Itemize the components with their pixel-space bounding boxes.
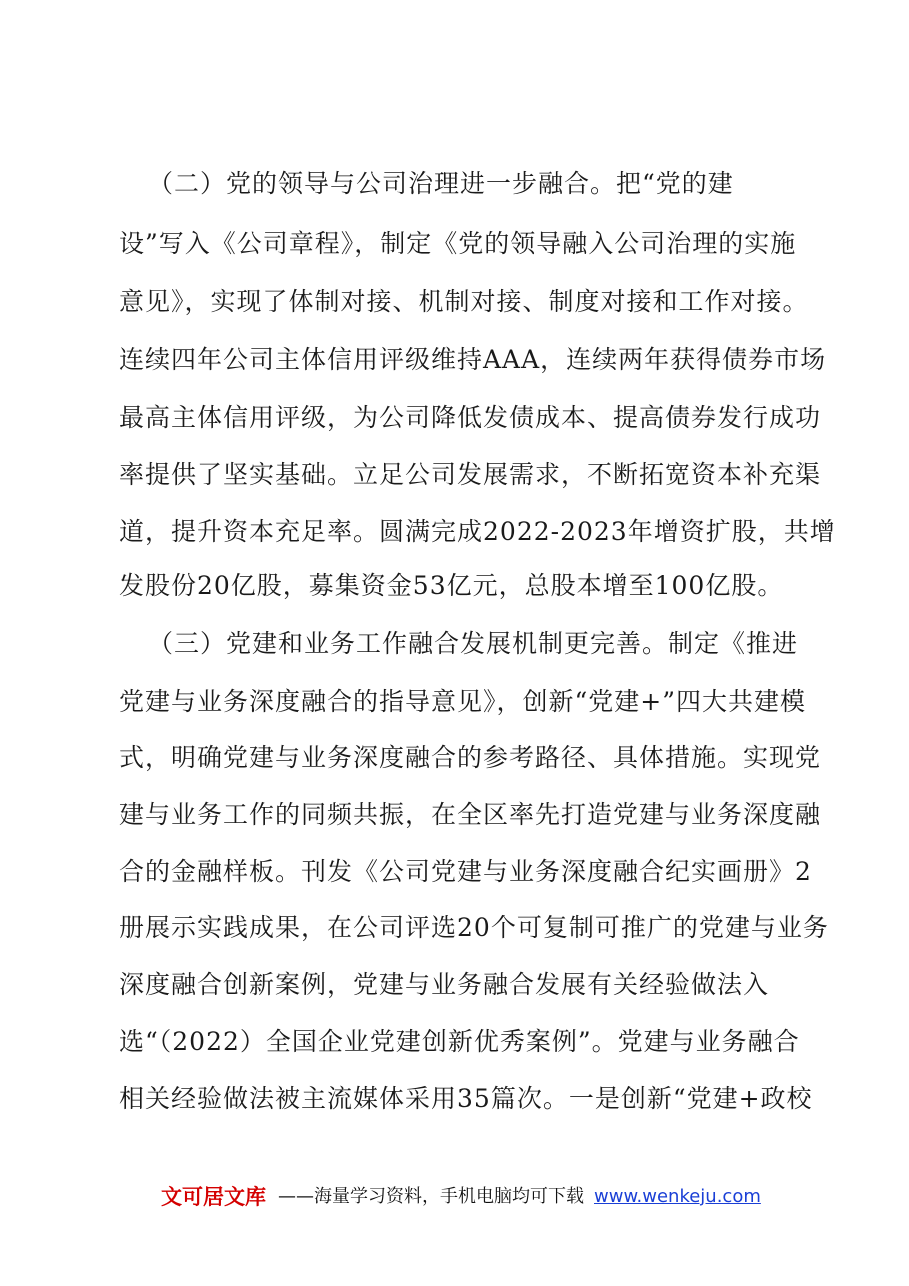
text-line: 深度融合创新案例，党建与业务融合发展有关经验做法入 — [119, 970, 770, 999]
text-line: 建与业务工作的同频共振，在全区率先打造党建与业务深度融 — [119, 800, 822, 829]
text-line: 式，明确党建与业务深度融合的参考路径、具体措施。实现党 — [119, 743, 822, 772]
text-line: 发股份20亿股，募集资金53亿元，总股本增至100亿股。 — [119, 571, 784, 600]
text-line: 相关经验做法被主流媒体采用35篇次。一是创新“党建+政校 — [119, 1084, 813, 1113]
footer-slogan: ——海量学习资料，手机电脑均可下载 — [278, 1186, 584, 1207]
text-line: 意见》，实现了体制对接、机制对接、制度对接和工作对接。 — [119, 287, 809, 316]
text-line: 党建与业务深度融合的指导意见》，创新“党建+”四大共建模 — [119, 687, 807, 716]
text-line: 连续四年公司主体信用评级维持AAA，连续两年获得债券市场 — [119, 345, 827, 374]
text-line: （二）党的领导与公司治理进一步融合。把“党的建 — [148, 169, 734, 198]
text-line: 道，提升资本充足率。圆满完成2022-2023年增资扩股，共增 — [119, 517, 836, 546]
brand-name: 文可居文库 — [161, 1185, 266, 1209]
text-line: （三）党建和业务工作融合发展机制更完善。制定《推进 — [148, 629, 799, 658]
text-line: 合的金融样板。刊发《公司党建与业务深度融合纪实画册》2 — [119, 857, 812, 886]
footer-banner — [0, 1180, 909, 1214]
text-line: 选“（2022）全国企业党建创新优秀案例”。党建与业务融合 — [119, 1027, 800, 1056]
text-line: 设”写入《公司章程》，制定《党的领导融入公司治理的实施 — [119, 229, 797, 258]
website-link[interactable]: www.wenkeju.com — [594, 1186, 761, 1207]
text-line: 册展示实践成果，在公司评选20个可复制可推广的党建与业务 — [119, 913, 829, 942]
text-line: 最高主体信用评级，为公司降低发债成本、提高债券发行成功 — [119, 403, 822, 432]
text-line: 率提供了坚实基础。立足公司发展需求，不断拓宽资本补充渠 — [119, 460, 822, 489]
